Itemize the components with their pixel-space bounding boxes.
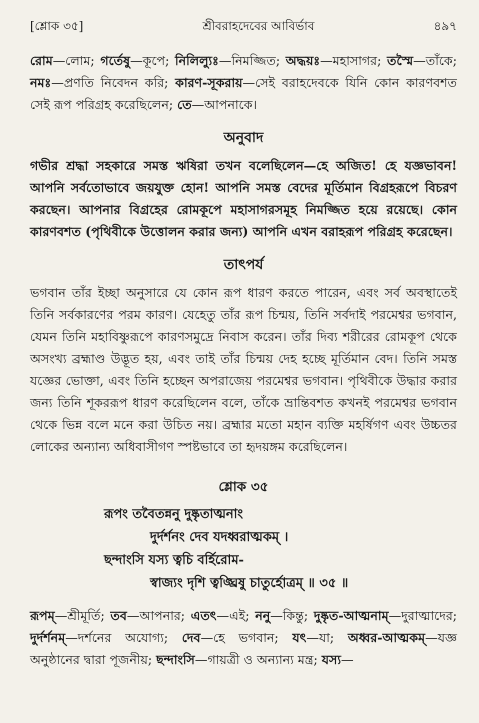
- synonym-meaning: —প্রণতি নিবেদন করি;: [51, 75, 176, 90]
- synonym-meaning: —যজ্ঞ অনুষ্ঠানের দ্বারা পূজনীয়;: [30, 630, 458, 667]
- synonym-meaning: —যা;: [306, 630, 348, 645]
- synonym-word: দুর্দর্শনম্: [30, 630, 66, 645]
- purport-text: ভগবান তাঁর ইচ্ছা অনুসারে যে কোন রূপ ধারণ করতে পারেন, এবং সর্ব অবস্থাতেই তিনি সর্বকারণের পরম কারণ। যেহেতু তাঁর রূপ চিন্ময়, তিনি সর্বদাই পরমেশ্বর ভগবান, যেমন তিনি মহাবিষ্ণুরূপে কারণসমুদ্রে নিবাস করেন। তাঁর দিব্য শরীরের রোমকূপ থেকে অসংখ্য ব্রহ্মাণ্ড উদ্ভূত হয়, এবং তাই তাঁর চিন্ময় দেহ হচ্ছে মূর্তিমান বেদ। তিনি সমস্ত যজ্ঞের ভোক্তা, এবং তিনি হচ্ছেন অপরাজেয় পরমেশ্বর ভগবান। পৃথিবীকে উদ্ধার করার জন্য তিনি শূকররূপ ধারণ করেছিলেন বলে, তাঁকে ভ্রান্তিবশত কখনই পরমেশ্বর ভগবান থেকে ভিন্ন বলে মনে করা উচিত নয়। ব্রহ্মার মতো মহান ব্যক্তি মহর্ষিগণ এবং উচ্চতর লোকের অন্যান্য অধিবাসীগণ স্পষ্টভাবে তা হৃদয়ঙ্গম করেছিলেন।: [30, 285, 457, 454]
- synonym-meaning: —দর্শনের অযোগ্য;: [65, 630, 182, 645]
- synonym-word: তে: [177, 97, 192, 112]
- synonym-meaning: —সেই বরাহদেবকে যিনি কোন কারণবশত সেই রূপ পরিগ্রহ করেছিলেন;: [30, 75, 457, 112]
- synonym-meaning: —দুরাত্মাদের;: [388, 608, 457, 623]
- synonyms-bottom: [30, 605, 457, 671]
- synonym-word: কারণ-সূকরায়: [175, 75, 243, 90]
- translation-text: গভীর শ্রদ্ধা সহকারে সমস্ত ঋষিরা তখন বলেছিলেন—হে অজিত! হে যজ্ঞভাবন! আপনি সর্বতোভাবে জয়যুক্ত হোন! আপনি সমস্ত বেদের মূর্তিমান বিগ্রহরূপে বিচরণ করছেন। আপনার বিগ্রহের রোমকূপে মহাসাগরসমূহ নিমজ্জিত হয়ে রয়েছে। কোন কারণবশত (পৃথিবীকে উত্তোলন করার জন্য) আপনি এখন বরাহরূপ পরিগ্রহ করেছেন।: [30, 158, 457, 239]
- verse-text: [30, 503, 457, 595]
- synonym-word: তব: [110, 608, 127, 623]
- purport-heading: তাৎপর্য: [223, 257, 264, 273]
- synonym-word: ননু: [255, 608, 271, 623]
- synonym-word: গর্তেষু: [100, 53, 131, 68]
- synonym-meaning: —শ্রীমূর্তি;: [54, 608, 111, 623]
- synonym-meaning: —লোম;: [52, 53, 101, 68]
- synonym-word: অধ্বর-আত্মকম্: [347, 630, 426, 645]
- chapter-title: শ্রীবরাহদেবের আবির্ভাব: [202, 19, 315, 33]
- synonym-word: দেব: [181, 630, 201, 645]
- synonym-word: নমঃ: [30, 75, 52, 90]
- synonym-word: রোম: [30, 53, 53, 68]
- synonym-meaning: —এই;: [216, 608, 256, 623]
- synonym-meaning: —আপনার;: [126, 608, 191, 623]
- synonym-word: তস্মৈ: [387, 53, 414, 68]
- synonym-meaning: —: [341, 652, 354, 667]
- synonym-word: নিলিল্যুঃ: [175, 53, 219, 68]
- verse-title: শ্লোক ৩৫: [218, 479, 269, 495]
- verse-line: রূপং তবৈতন্ননু দুষ্কৃতাত্মনাং: [104, 507, 244, 522]
- verse-reference: [শ্লোক ৩৫]: [30, 19, 84, 33]
- synonym-meaning: —কূপে;: [130, 53, 176, 68]
- synonym-word: অদ্ধয়ঃ: [285, 53, 321, 68]
- synonym-word: এতৎ: [190, 608, 217, 623]
- synonym-word: যস্য: [321, 652, 342, 667]
- translation-heading: অনুবাদ: [223, 130, 264, 146]
- synonym-word: রূপম্: [30, 608, 55, 623]
- verse-line: স্বাজ্যং দৃশি ত্বঙ্ঘ্রিষু চাতুর্হোত্রম্ ॥ ৩৫ ॥: [150, 576, 349, 591]
- synonym-word: দুষ্কৃত-আত্মনাম্: [313, 608, 389, 623]
- synonym-meaning: —গায়ত্রী ও অন্যান্য মন্ত্র;: [194, 652, 322, 667]
- page-number: ৪৯৭: [433, 19, 457, 33]
- synonym-meaning: —নিমজ্জিত;: [218, 53, 286, 68]
- synonyms-top: [30, 50, 457, 116]
- synonym-meaning: —মহাসাগর;: [320, 53, 388, 68]
- synonym-meaning: —তাঁকে;: [413, 53, 457, 68]
- synonym-word: যৎ: [292, 630, 307, 645]
- synonym-meaning: —হে ভগবান;: [200, 630, 293, 645]
- page-header: [30, 18, 457, 38]
- synonym-meaning: —আপনাকে।: [191, 97, 258, 112]
- synonym-meaning: —কিন্তু;: [270, 608, 314, 623]
- synonym-word: ছন্দাংসি: [156, 652, 195, 667]
- verse-line: দুর্দর্শনং দেব যদধ্বরাত্মকম্ ।: [150, 530, 289, 545]
- verse-line: ছন্দাংসি যস্য ত্বচি বর্হিরোম-: [104, 553, 244, 568]
